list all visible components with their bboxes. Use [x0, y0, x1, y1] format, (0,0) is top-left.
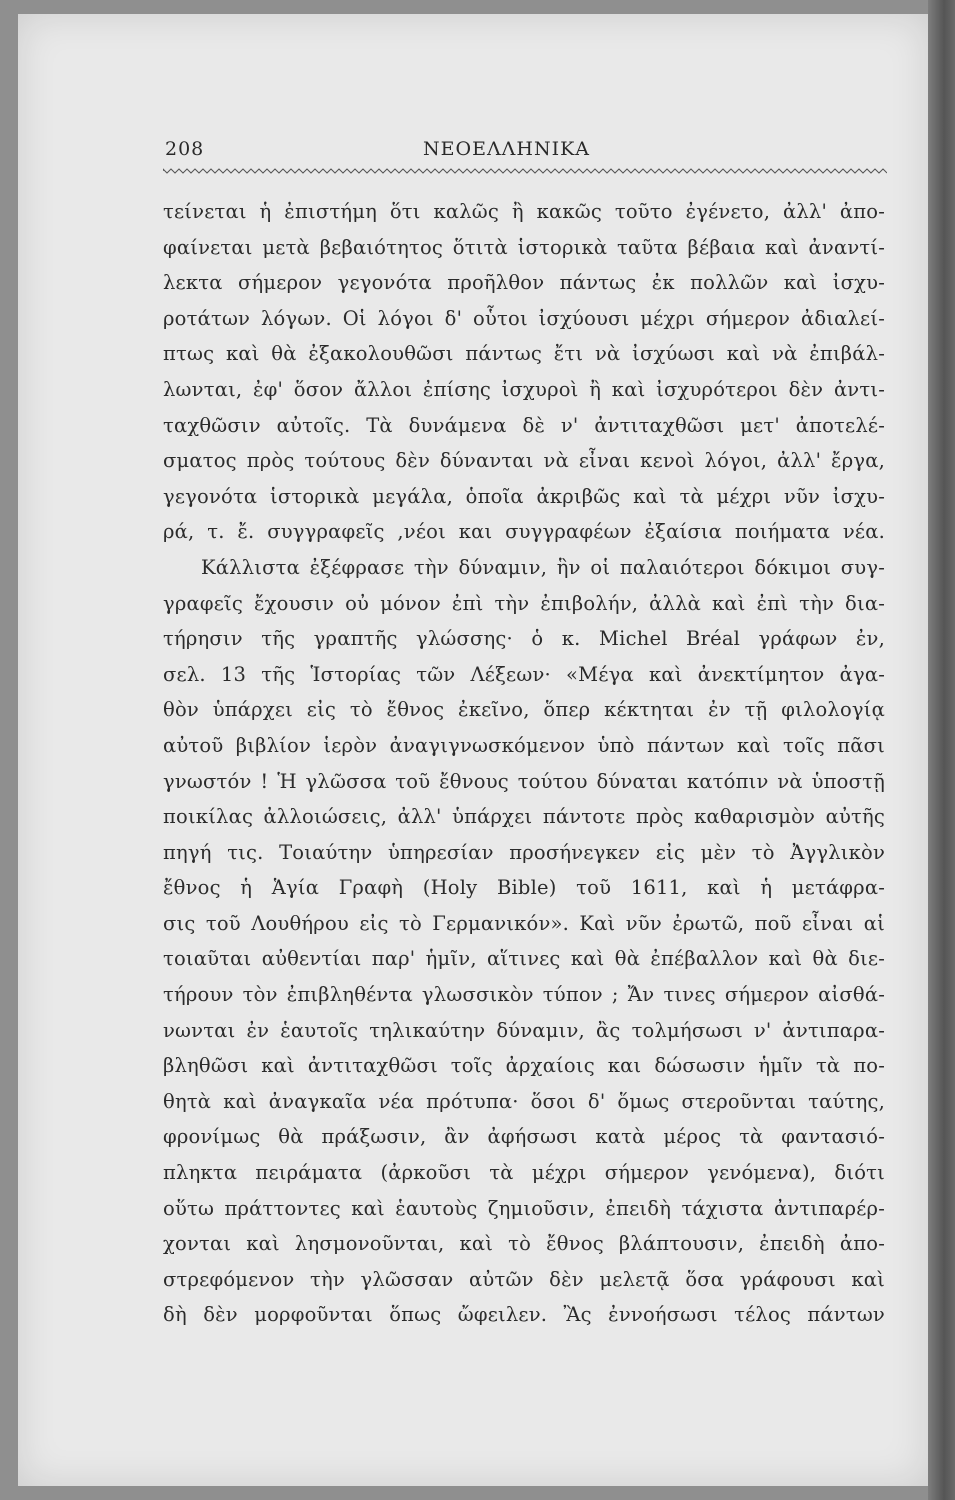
text-line: φαίνεται μετὰ βεβαιότητος ὅτιτὰ ἱστορικὰ ταῦτα βέβαια καὶ ἀναντί-: [163, 235, 885, 259]
text-line: θητὰ καὶ ἀναγκαῖα νέα πρότυπα· ὅσοι δ' ὅμως στεροῦνται ταύτης,: [163, 1089, 885, 1113]
text-line: βληθῶσι καὶ ἀντιταχθῶσι τοῖς ἀρχαίοις και δώσωσιν ἡμῖν τὰ πο-: [163, 1054, 885, 1078]
text-line: ροτάτων λόγων. Οἱ λόγοι δ' οὗτοι ἰσχύουσι μέχρι σήμερον ἀδιαλεί-: [163, 306, 885, 330]
text-line: τήρησιν τῆς γραπτῆς γλώσσης· ὁ κ. Michel Bréal γράφων ἐν,: [163, 627, 885, 651]
text-line: γραφεῖς ἔχουσιν οὐ μόνον ἐπὶ τὴν ἐπιβολήν, ἀλλὰ καὶ ἐπὶ τὴν δια-: [163, 591, 885, 615]
text-line: δὴ δὲν μορφοῦνται ὅπως ὤφειλεν. Ἂς ἐννοήσωσι τέλος πάντων: [163, 1303, 885, 1327]
text-line: θὸν ὑπάρχει εἰς τὸ ἔθνος ἐκεῖνο, ὅπερ κέκτηται ἐν τῇ φιλολογίᾳ: [163, 698, 885, 722]
text-line: πηγή τις. Τοιαύτην ὑπηρεσίαν προσήνεγκεν εἰς μὲν τὸ Ἀγγλικὸν: [163, 840, 885, 864]
text-line: σις τοῦ Λουθήρου εἰς τὸ Γερμανικόν». Καὶ νῦν ἐρωτῶ, ποῦ εἶναι αἱ: [163, 911, 885, 935]
text-line: σελ. 13 τῆς Ἱστορίας τῶν Λέξεων· «Μέγα καὶ ἀνεκτίμητον ἀγα-: [163, 662, 885, 686]
text-line: γνωστόν ! Ἡ γλῶσσα τοῦ ἔθνους τούτου δύναται κατόπιν νὰ ὑποστῇ: [163, 769, 885, 793]
text-line: λωνται, ἐφ' ὅσον ἄλλοι ἐπίσης ἰσχυροὶ ἢ καὶ ἰσχυρότεροι δὲν ἀντι-: [163, 377, 885, 401]
text-line: στρεφόμενον τὴν γλῶσσαν αὐτῶν δὲν μελετᾷ ὅσα γράφουσι καὶ: [163, 1267, 885, 1291]
text-line: τήρουν τὸν ἐπιβληθέντα γλωσσικὸν τύπον ; Ἄν τινες σήμερον αἰσθά-: [163, 983, 885, 1007]
wavy-rule: [163, 166, 887, 176]
text-line: γεγονότα ἱστορικὰ μεγάλα, ὁποῖα ἀκριβῶς καὶ τὰ μέχρι νῦν ἰσχυ-: [163, 484, 885, 508]
text-line: οὕτω πράττοντες καὶ ἑαυτοὺς ζημιοῦσιν, ἐπειδὴ τάχιστα ἀντιπαρέρ-: [163, 1196, 885, 1220]
text-line: λεκτα σήμερον γεγονότα προῆλθον πάντως ἐκ πολλῶν καὶ ἰσχυ-: [163, 271, 885, 295]
running-head: ΝΕΟΕΛΛΗΝΙΚΑ: [423, 138, 590, 160]
text-line: τοιαῦται αὐθεντίαι παρ' ἡμῖν, αἵτινες καὶ θὰ ἐπέβαλλον καὶ θὰ διε-: [163, 947, 885, 971]
page-number: 208: [165, 138, 205, 160]
text-line: τείνεται ἡ ἐπιστήμη ὅτι καλῶς ἢ κακῶς τοῦτο ἐγένετο, ἀλλ' ἀπο-: [163, 200, 885, 223]
text-line: [163, 1333, 885, 1369]
text-line: χονται καὶ λησμονοῦνται, καὶ τὸ ἔθνος βλάπτουσιν, ἐπειδὴ ἀπο-: [163, 1232, 885, 1256]
body-text: [163, 194, 885, 1369]
text-line: σματος πρὸς τούτους δὲν δύνανται νὰ εἶναι κενοὶ λόγοι, ἀλλ' ἔργα,: [163, 449, 885, 473]
book-edge: [928, 0, 955, 1500]
text-line: πληκτα πειράματα (ἀρκοῦσι τὰ μέχρι σήμερον γενόμενα), διότι: [163, 1161, 885, 1185]
text-line: ταχθῶσιν αὐτοῖς. Τὰ δυνάμενα δὲ ν' ἀντιταχθῶσι μετ' ἀποτελέ-: [163, 413, 885, 437]
text-line: Κάλλιστα ἐξέφρασε τὴν δύναμιν, ἣν οἱ παλαιότεροι δόκιμοι συγ-: [201, 555, 885, 579]
text-line: πτως καὶ θὰ ἐξακολουθῶσι πάντως ἔτι νὰ ἰσχύωσι καὶ νὰ ἐπιβάλ-: [163, 342, 885, 366]
text-line: ἔθνος ἡ Ἁγία Γραφὴ (Holy Bible) τοῦ 1611, καὶ ἡ μετάφρα-: [163, 876, 885, 900]
text-line: αὐτοῦ βιβλίον ἱερὸν ἀναγιγνωσκόμενον ὑπὸ πάντων καὶ τοῖς πᾶσι: [163, 733, 885, 757]
text-line: ποικίλας ἀλλοιώσεις, ἀλλ' ὑπάρχει πάντοτε πρὸς καθαρισμὸν αὐτῆς: [163, 805, 885, 829]
text-line: φρονίμως θὰ πράξωσιν, ἂν ἀφήσωσι κατὰ μέρος τὰ φαντασιό-: [163, 1125, 885, 1149]
text-line: νωνται ἐν ἑαυτοῖς τηλικαύτην δύναμιν, ἂς τολμήσωσι ν' ἀντιπαρα-: [163, 1018, 885, 1042]
text-line: ρά, τ. ἔ. συγγραφεῖς ,νέοι και συγγραφέων ἐξαίσια ποιήματα νέα.: [163, 520, 885, 544]
